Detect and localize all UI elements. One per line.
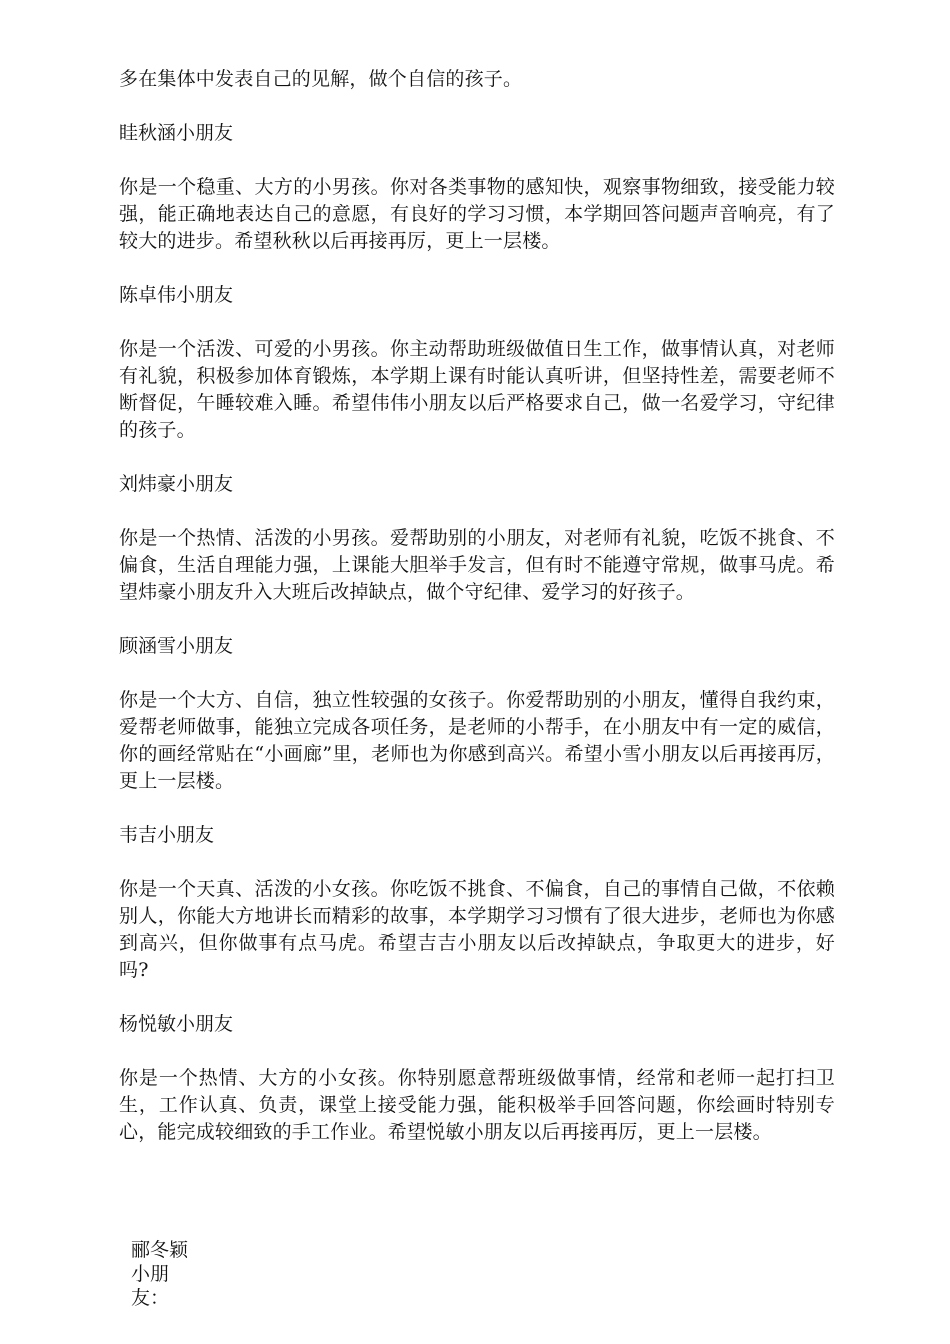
student-name: 杨悦敏小朋友 xyxy=(119,1013,234,1035)
student-comment: 你是一个活泼、可爱的小男孩。你主动帮助班级做值日生工作，做事情认真，对老师有礼貌，积极参加体育锻炼，本学期上课有时能认真听讲，但坚持性差，需要老师不断督促，午睡较难入睡。希望伟伟小朋友以后严格要求自己，做一名爱学习，守纪律的孩子。 xyxy=(119,338,835,441)
student-comment: 你是一个天真、活泼的小女孩。你吃饭不挑食、不偏食，自己的事情自己做，不依赖别人，你能大方地讲长而精彩的故事，本学期学习习惯有了很大进步，老师也为你感到高兴，但你做事有点马虎。希望吉吉小朋友以后改掉缺点，争取更大的进步，好吗? xyxy=(119,878,835,981)
student-name: 陈卓伟小朋友 xyxy=(119,284,234,306)
next-student-name: 郦冬颖小朋友： xyxy=(131,1239,189,1309)
student-comment: 你是一个大方、自信，独立性较强的女孩子。你爱帮助别的小朋友，懂得自我约束，爱帮老师做事，能独立完成各项任务，是老师的小帮手，在小朋友中有一定的威信，你的画经常贴在“小画廊”里，老师也为你感到高兴。希望小雪小朋友以后再接再厉，更上一层楼。 xyxy=(119,689,835,792)
student-comment: 你是一个热情、大方的小女孩。你特别愿意帮班级做事情，经常和老师一起打扫卫生，工作认真、负责，课堂上接受能力强，能积极举手回答问题，你绘画时特别专心，能完成较细致的手工作业。希望悦敏小朋友以后再接再厉，更上一层楼。 xyxy=(119,1067,835,1143)
student-comment: 你是一个热情、活泼的小男孩。爱帮助别的小朋友，对老师有礼貌，吃饭不挑食、不偏食，生活自理能力强，上课能大胆举手发言，但有时不能遵守常规，做事马虎。希望炜豪小朋友升入大班后改掉缺点，做个守纪律、爱学习的好孩子。 xyxy=(119,527,835,603)
student-name: 眭秋涵小朋友 xyxy=(119,122,234,144)
document-body xyxy=(119,66,835,1146)
student-comment: 你是一个稳重、大方的小男孩。你对各类事物的感知快，观察事物细致，接受能力较强，能正确地表达自己的意愿，有良好的学习习惯，本学期回答问题声音响亮，有了较大的进步。希望秋秋以后再接再厉，更上一层楼。 xyxy=(119,176,835,252)
student-name: 刘炜豪小朋友 xyxy=(119,473,234,495)
intro-paragraph: 多在集体中发表自己的见解，做个自信的孩子。 xyxy=(119,68,523,90)
student-name: 顾涵雪小朋友 xyxy=(119,635,234,657)
student-name: 韦吉小朋友 xyxy=(119,824,215,846)
